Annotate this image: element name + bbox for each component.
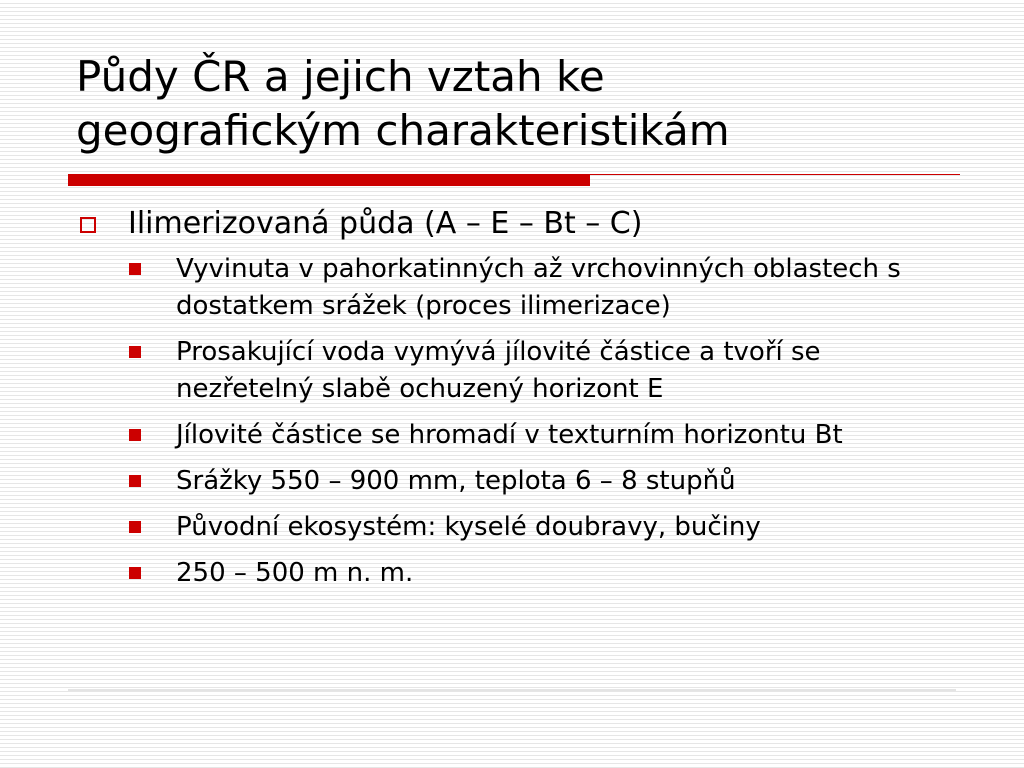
filled-square-icon (129, 429, 141, 441)
sub-bullet-text: Jílovité částice se hromadí v texturním horizontu Bt (176, 420, 843, 450)
sub-bullet-item (76, 251, 956, 325)
sub-bullet-text: Původní ekosystém: kyselé doubravy, bučiny (176, 512, 761, 542)
filled-square-icon (129, 475, 141, 487)
sub-bullet-list (76, 251, 956, 592)
sub-bullet-item (76, 334, 956, 408)
sub-bullet-item (76, 417, 956, 454)
main-bullet-item (76, 205, 956, 243)
title-line-2: geografickým charakteristikám (76, 106, 730, 155)
slide-title (76, 50, 976, 158)
footer-divider (68, 689, 956, 691)
filled-square-icon (129, 346, 141, 358)
filled-square-icon (129, 521, 141, 533)
title-underline-thick (68, 175, 590, 186)
sub-bullet-item (76, 555, 956, 592)
sub-bullet-item (76, 509, 956, 546)
hollow-square-icon (80, 217, 96, 233)
filled-square-icon (129, 263, 141, 275)
sub-bullet-item (76, 463, 956, 500)
sub-bullet-text: Srážky 550 – 900 mm, teplota 6 – 8 stupňů (176, 466, 736, 496)
main-bullet-text: Ilimerizovaná půda (A – E – Bt – C) (128, 206, 643, 241)
sub-bullet-text: 250 – 500 m n. m. (176, 558, 414, 588)
sub-bullet-text: Vyvinuta v pahorkatinných až vrchovinných oblastech s dostatkem srážek (proces ilimerizace) (176, 254, 901, 321)
sub-bullet-text: Prosakující voda vymývá jílovité částice a tvoří se nezřetelný slabě ochuzený horizont E (176, 337, 821, 404)
filled-square-icon (129, 567, 141, 579)
slide-content (76, 205, 956, 601)
title-line-1: Půdy ČR a jejich vztah ke (76, 52, 605, 101)
